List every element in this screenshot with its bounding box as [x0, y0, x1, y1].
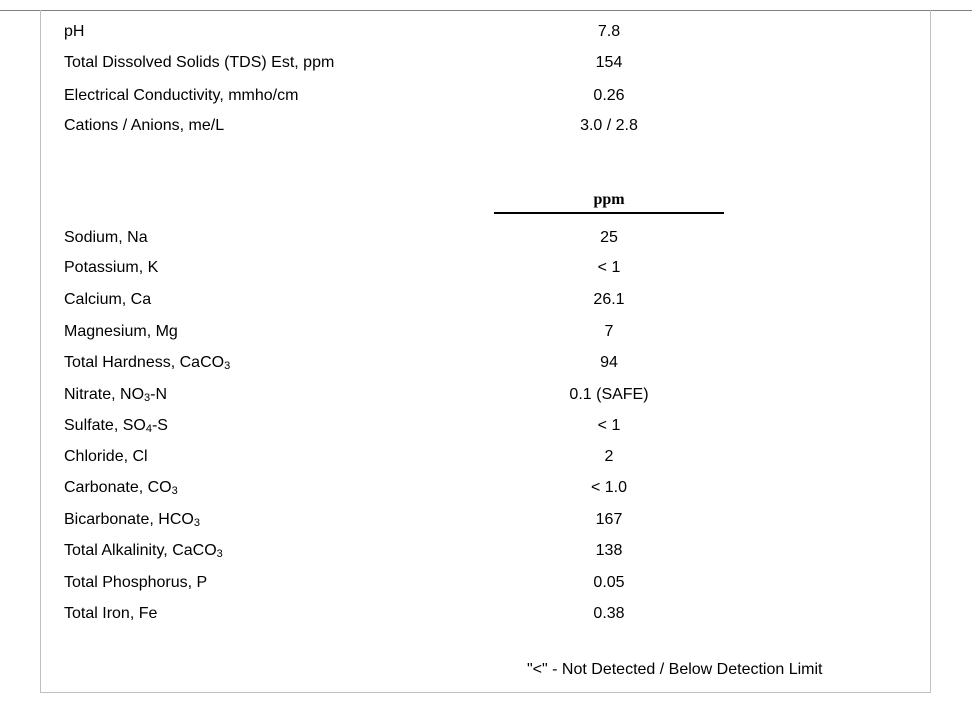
analyte-value: 0.38	[593, 605, 625, 622]
analyte-row	[0, 476, 972, 500]
analyte-label: Total Alkalinity, CaCO$_3$	[64, 542, 223, 560]
analyte-value: < 1	[597, 259, 621, 276]
analyte-row	[0, 445, 972, 469]
analyte-value: 25	[600, 229, 618, 246]
summary-value: 0.26	[593, 87, 625, 104]
analyte-row	[0, 539, 972, 563]
analyte-label: Bicarbonate, $HCO_3$	[64, 511, 200, 529]
analyte-label: Total Iron, Fe	[64, 605, 158, 622]
summary-value: 7.8	[597, 23, 621, 40]
analyte-row	[0, 320, 972, 344]
analyte-label: Calcium, Ca	[64, 291, 152, 308]
summary-label: pH	[64, 23, 85, 40]
analyte-row	[0, 256, 972, 280]
analyte-value: 2	[604, 448, 614, 465]
analyte-value: 0.05	[593, 574, 625, 591]
unit-header-underline	[494, 212, 724, 214]
summary-row-conductivity	[0, 84, 972, 108]
analyte-value: 26.1	[593, 291, 625, 308]
analyte-label: Carbonate, $CO_3$	[64, 479, 178, 497]
analyte-label: Total Phosphorus, P	[64, 574, 208, 591]
analyte-value: 7	[604, 323, 614, 340]
analyte-label: Chloride, Cl	[64, 448, 148, 465]
analyte-row	[0, 288, 972, 312]
analyte-value: 94	[600, 354, 618, 371]
analyte-value: 0.1 (SAFE)	[569, 386, 649, 403]
detection-limit-footnote: "<" - Not Detected / Below Detection Limit	[527, 661, 823, 678]
summary-row-ph	[0, 20, 972, 44]
analyte-row	[0, 351, 972, 375]
unit-header: ppm	[593, 191, 625, 208]
analyte-label: Total Hardness, CaCO$_3$	[64, 354, 231, 372]
analyte-value: < 1	[597, 417, 621, 434]
analyte-label: Nitrate, $NO_3-N$	[64, 386, 168, 404]
analyte-label: Potassium, K	[64, 259, 159, 276]
analyte-label: Magnesium, Mg	[64, 323, 178, 340]
analyte-row	[0, 414, 972, 438]
analyte-label: Sulfate, $SO_4-S$	[64, 417, 168, 435]
analyte-value: 167	[595, 511, 623, 528]
analyte-row	[0, 383, 972, 407]
summary-label: Cations / Anions, me/L	[64, 117, 225, 134]
analyte-value: 138	[595, 542, 623, 559]
summary-label: Electrical Conductivity, mmho/cm	[64, 87, 299, 104]
analyte-value: < 1.0	[590, 479, 628, 496]
summary-label: Total Dissolved Solids (TDS) Est, ppm	[64, 54, 335, 71]
analyte-row	[0, 508, 972, 532]
summary-value: 154	[595, 54, 623, 71]
analyte-label: Sodium, Na	[64, 229, 148, 246]
analyte-row	[0, 571, 972, 595]
summary-row-cations-anions	[0, 114, 972, 138]
analyte-row	[0, 226, 972, 250]
summary-row-tds	[0, 51, 972, 75]
analyte-row	[0, 602, 972, 626]
summary-value: 3.0 / 2.8	[580, 117, 638, 134]
